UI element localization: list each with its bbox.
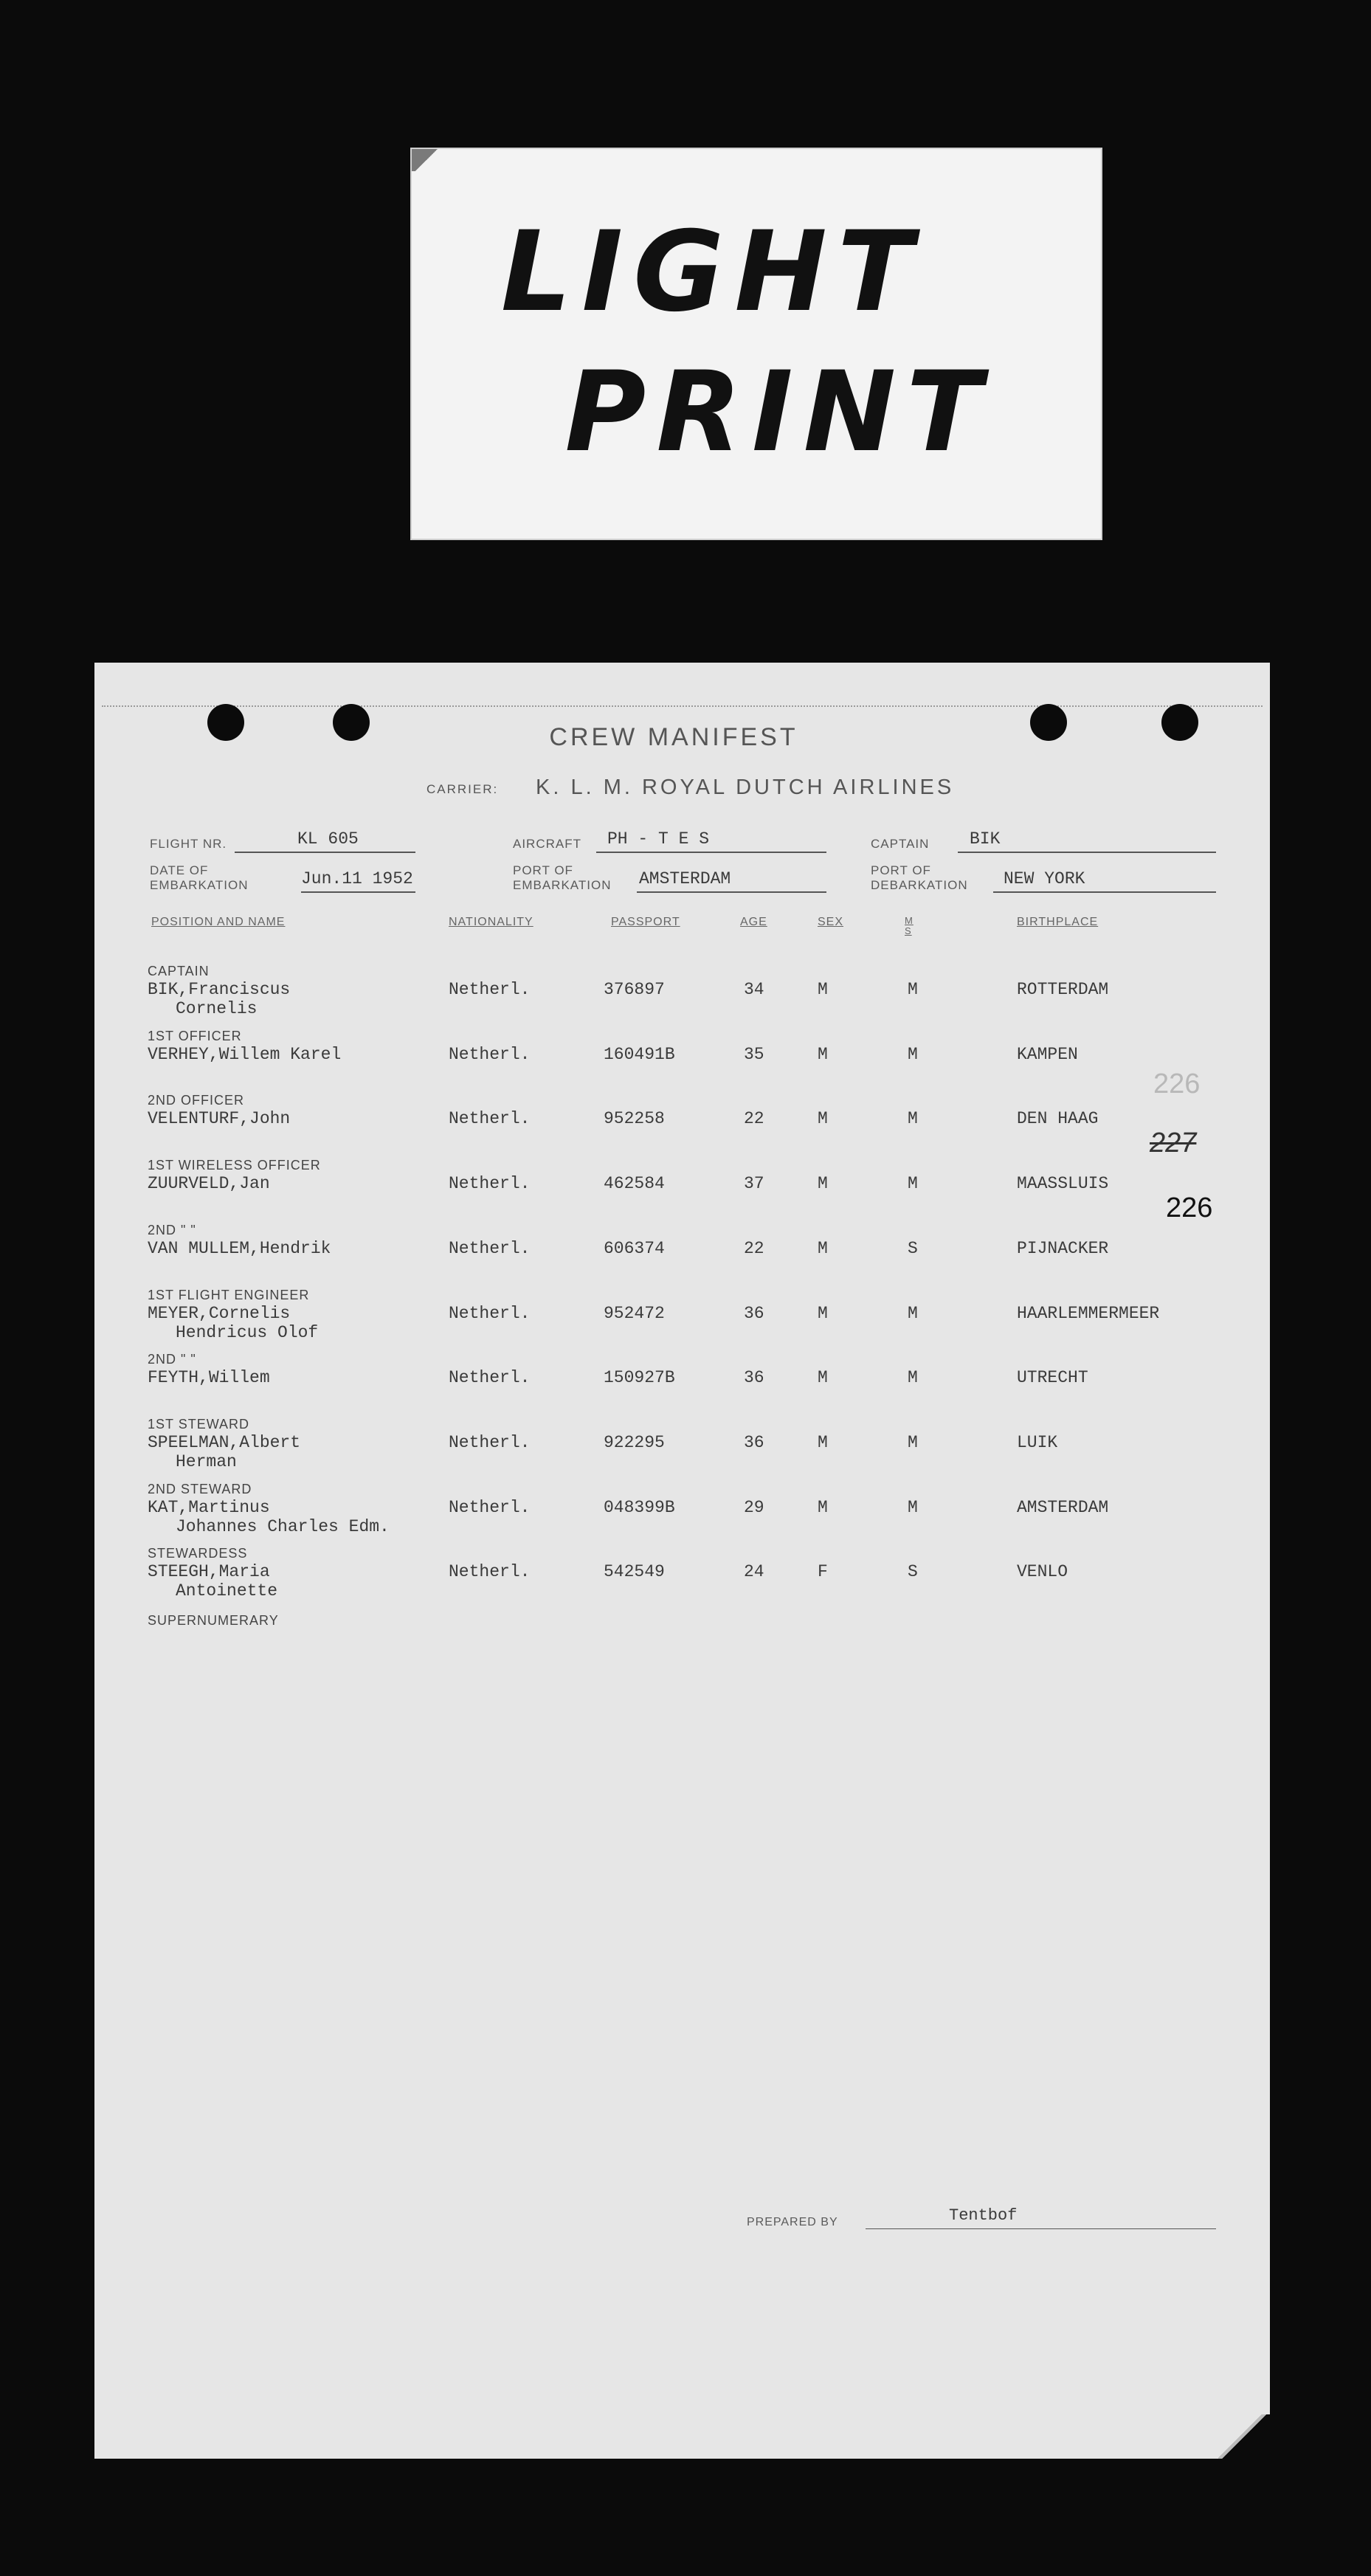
birthplace-cell: UTRECHT: [1017, 1368, 1088, 1388]
port-embarkation-value: AMSTERDAM: [639, 869, 731, 888]
crew-name: VELENTURF,John: [148, 1109, 291, 1129]
col-age: AGE: [740, 916, 767, 928]
tag-line-2: PRINT: [564, 348, 992, 477]
crew-name: SPEELMAN,Albert: [148, 1432, 301, 1452]
crew-name-continued: Antoinette: [176, 1581, 278, 1601]
crew-position-label: 2ND OFFICER: [148, 1093, 245, 1108]
port-debarkation-label: PORT OF DEBARKATION: [871, 863, 968, 892]
passport-cell: 922295: [604, 1432, 665, 1452]
birthplace-cell: HAARLEMMERMEER: [1017, 1303, 1160, 1323]
crew-position-label: 1ST WIRELESS OFFICER: [148, 1158, 321, 1173]
age-cell: 22: [744, 1109, 764, 1129]
sex-cell: M: [818, 1497, 828, 1517]
supernumerary-label: SUPERNUMERARY: [148, 1613, 279, 1628]
carrier-value: K. L. M. ROYAL DUTCH AIRLINES: [536, 776, 955, 799]
sex-cell: M: [818, 1044, 828, 1064]
col-sex: SEX: [818, 916, 844, 928]
crew-name: VERHEY,Willem Karel: [148, 1044, 342, 1064]
crew-name-continued: Herman: [176, 1451, 237, 1471]
age-cell: 36: [744, 1368, 764, 1388]
age-cell: 22: [744, 1238, 764, 1258]
col-position-name: POSITION AND NAME: [151, 916, 286, 928]
flight-label: FLIGHT NR.: [150, 837, 227, 851]
birthplace-cell: KAMPEN: [1017, 1044, 1078, 1064]
crew-name: STEEGH,Maria: [148, 1562, 270, 1582]
marital-cell: M: [908, 980, 918, 999]
page-fold: [1218, 2414, 1270, 2459]
crew-name: VAN MULLEM,Hendrik: [148, 1238, 331, 1258]
birthplace-cell: DEN HAAG: [1017, 1109, 1099, 1129]
passport-cell: 160491B: [604, 1044, 675, 1064]
aircraft-underline: [596, 852, 826, 853]
nationality-cell: Netherl.: [449, 1562, 531, 1582]
marital-cell: M: [908, 1044, 918, 1064]
col-passport: PASSPORT: [611, 916, 680, 928]
age-cell: 34: [744, 980, 764, 999]
crew-manifest-sheet: [94, 663, 1270, 2459]
aircraft-value: PH - T E S: [607, 829, 710, 849]
sex-cell: M: [818, 1303, 828, 1323]
crew-name: MEYER,Cornelis: [148, 1303, 291, 1323]
marital-cell: M: [908, 1368, 918, 1388]
crew-position-label: 2ND " ": [148, 1352, 196, 1367]
sex-cell: M: [818, 1174, 828, 1194]
nationality-cell: Netherl.: [449, 1238, 531, 1258]
birthplace-cell: PIJNACKER: [1017, 1238, 1109, 1258]
sex-cell: F: [818, 1562, 828, 1582]
passport-cell: 462584: [604, 1174, 665, 1194]
birthplace-cell: MAASSLUIS: [1017, 1174, 1109, 1194]
passport-cell: 952472: [604, 1303, 665, 1323]
age-cell: 37: [744, 1174, 764, 1194]
sex-cell: M: [818, 1432, 828, 1452]
port-debarkation-underline: [993, 891, 1216, 893]
crew-name: ZUURVELD,Jan: [148, 1174, 270, 1194]
aircraft-label: AIRCRAFT: [513, 837, 581, 851]
tag-line-1: LIGHT: [500, 208, 924, 336]
age-cell: 35: [744, 1044, 764, 1064]
carrier-label: CARRIER:: [427, 782, 499, 796]
passport-cell: 150927B: [604, 1368, 675, 1388]
marital-cell: M: [908, 1109, 918, 1129]
prepared-by-underline: [866, 2228, 1216, 2229]
crew-position-label: 1ST FLIGHT ENGINEER: [148, 1287, 310, 1302]
sex-cell: M: [818, 980, 828, 999]
crew-name-continued: Johannes Charles Edm.: [176, 1516, 390, 1536]
crew-name: FEYTH,Willem: [148, 1368, 270, 1388]
birthplace-cell: ROTTERDAM: [1017, 980, 1109, 999]
passport-cell: 376897: [604, 980, 665, 999]
crew-name-continued: Cornelis: [176, 999, 258, 1018]
date-underline: [301, 891, 415, 893]
age-cell: 29: [744, 1497, 764, 1517]
date-label: DATE OF EMBARKATION: [150, 863, 249, 892]
flight-value: KL 605: [297, 829, 359, 849]
faint-annotation-number: 226: [1153, 1068, 1201, 1099]
flight-underline: [235, 852, 415, 853]
passport-cell: 952258: [604, 1109, 665, 1129]
port-embarkation-underline: [637, 891, 826, 893]
sex-cell: M: [818, 1109, 828, 1129]
nationality-cell: Netherl.: [449, 1044, 531, 1064]
perforation-strip: [102, 705, 1263, 707]
col-birthplace: BIRTHPLACE: [1017, 916, 1099, 928]
light-print-card: [410, 148, 1102, 540]
nationality-cell: Netherl.: [449, 1432, 531, 1452]
marital-cell: M: [908, 1432, 918, 1452]
col-marital: M S: [905, 915, 914, 936]
nationality-cell: Netherl.: [449, 1303, 531, 1323]
marital-cell: M: [908, 1174, 918, 1194]
passport-cell: 542549: [604, 1562, 665, 1582]
birthplace-cell: LUIK: [1017, 1432, 1058, 1452]
nationality-cell: Netherl.: [449, 980, 531, 999]
age-cell: 36: [744, 1432, 764, 1452]
crew-position-label: 1ST OFFICER: [148, 1028, 242, 1043]
crew-name: KAT,Martinus: [148, 1497, 270, 1517]
card-corner: [412, 149, 441, 171]
nationality-cell: Netherl.: [449, 1368, 531, 1388]
captain-label: CAPTAIN: [871, 837, 930, 851]
sex-cell: M: [818, 1368, 828, 1388]
passport-cell: 606374: [604, 1238, 665, 1258]
captain-underline: [958, 852, 1216, 853]
prepared-by-value: Tentbof: [949, 2206, 1018, 2225]
crew-name-continued: Hendricus Olof: [176, 1322, 319, 1342]
marital-cell: S: [908, 1562, 918, 1582]
crew-position-label: 2ND STEWARD: [148, 1481, 252, 1496]
manifest-title: CREW MANIFEST: [549, 723, 798, 751]
crew-position-label: 1ST STEWARD: [148, 1416, 250, 1432]
sex-cell: M: [818, 1238, 828, 1258]
crew-position-label: 2ND " ": [148, 1222, 196, 1237]
birthplace-cell: AMSTERDAM: [1017, 1497, 1109, 1517]
birthplace-cell: VENLO: [1017, 1562, 1068, 1582]
annotation-number: 226: [1166, 1192, 1213, 1223]
marital-cell: S: [908, 1238, 918, 1258]
crew-position-label: CAPTAIN: [148, 964, 210, 978]
captain-value: BIK: [970, 829, 1001, 849]
nationality-cell: Netherl.: [449, 1109, 531, 1129]
port-embarkation-label: PORT OF EMBARKATION: [513, 863, 612, 892]
passport-cell: 048399B: [604, 1497, 675, 1517]
crew-position-label: STEWARDESS: [148, 1546, 248, 1561]
crew-name: BIK,Franciscus: [148, 980, 291, 999]
nationality-cell: Netherl.: [449, 1174, 531, 1194]
prepared-by-label: PREPARED BY: [747, 2216, 838, 2228]
date-value: Jun.11 1952: [301, 869, 413, 888]
struck-annotation-number: 227: [1150, 1128, 1197, 1158]
port-debarkation-value: NEW YORK: [1004, 869, 1085, 888]
nationality-cell: Netherl.: [449, 1497, 531, 1517]
age-cell: 24: [744, 1562, 764, 1582]
marital-cell: M: [908, 1497, 918, 1517]
age-cell: 36: [744, 1303, 764, 1323]
col-nationality: NATIONALITY: [449, 916, 533, 928]
marital-cell: M: [908, 1303, 918, 1323]
